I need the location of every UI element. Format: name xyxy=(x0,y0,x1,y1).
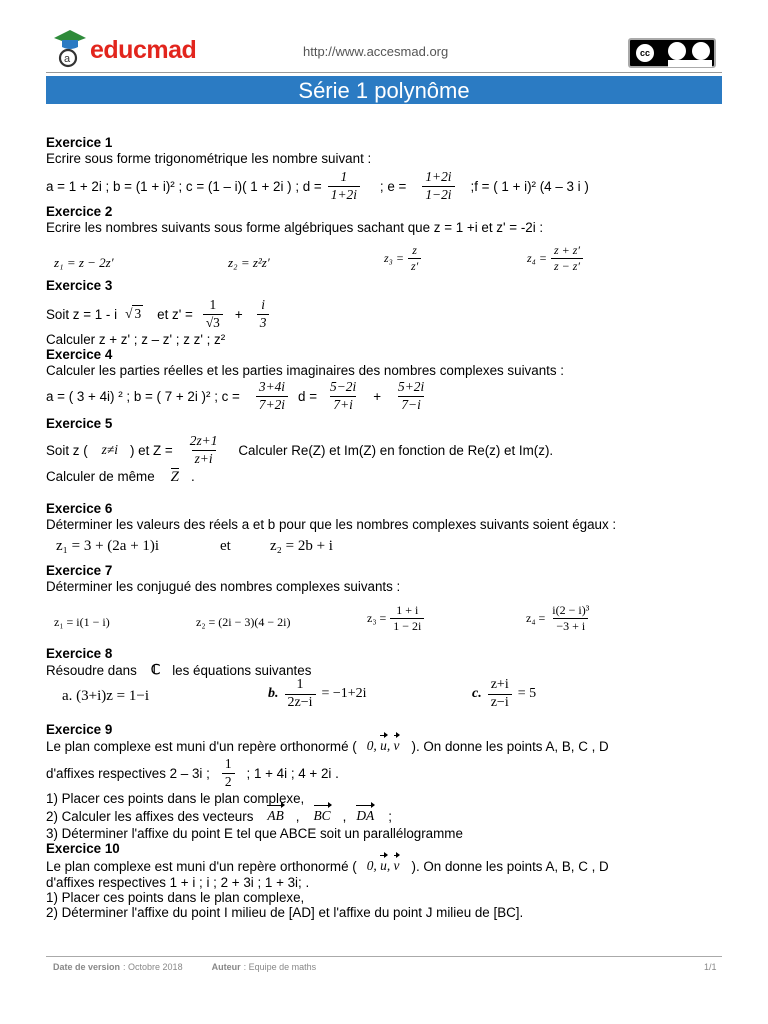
ex1-fraction-d xyxy=(328,170,360,201)
ex8-c-label: c. xyxy=(472,686,482,702)
svg-text:a: a xyxy=(64,53,71,65)
ex8-equation-b xyxy=(268,678,367,710)
ex7-z4-numerator: i(2 − i)³ xyxy=(552,603,590,617)
ex7-z3-fraction xyxy=(390,604,424,632)
ex3-f2-numerator: i xyxy=(261,297,265,313)
ex5-soit: Soit z ( xyxy=(46,442,88,458)
sa-icon xyxy=(692,42,710,60)
ex4-plus: + xyxy=(373,388,382,404)
exercise-1-title: Exercice 1 xyxy=(46,135,113,150)
exercise-10-title: Exercice 10 xyxy=(46,841,120,856)
ex2-z3-denominator: z′ xyxy=(408,258,421,273)
cc-icon: cc xyxy=(634,42,656,64)
exercise-9-line-1 xyxy=(46,738,609,754)
ex1-e-denominator: 1−2i xyxy=(422,186,454,202)
ex5-fraction-Z xyxy=(187,434,221,465)
ex10-repere-text: Le plan complexe est muni d'un repère orthonormé ( xyxy=(46,858,357,874)
exercise-4-statement: Calculer les parties réelles et les parties imaginaires des nombres complexes suivants : xyxy=(46,363,564,378)
ex2-z4-label: z₄ = xyxy=(527,250,547,265)
ex1-fraction-e xyxy=(422,170,454,201)
license-badge xyxy=(628,38,716,68)
footer-date-value: : Octobre 2018 xyxy=(123,962,183,972)
ex2-z2: z₂ = z²z′ xyxy=(228,255,270,270)
ex4-ab: a = ( 3 + 4i) ² ; b = ( 7 + 2i )² ; c = xyxy=(46,388,240,404)
exercise-6-statement: Déterminer les valeurs des réels a et b pour que les nombres complexes suivants soient égaux : xyxy=(46,517,617,532)
vector-AB: AB xyxy=(267,808,284,823)
ex8-b-label: b. xyxy=(268,686,279,702)
ex2-z1: z₁ = z − 2z′ xyxy=(54,255,114,270)
vector-DA: DA xyxy=(356,808,375,823)
ex7-z1: z₁ = i(1 − i) xyxy=(54,615,110,629)
license-by-sa-label xyxy=(668,60,712,67)
ex6-z1: z₁ = 3 + (2a + 1)i xyxy=(56,538,160,554)
ex2-z3-fraction xyxy=(408,244,421,272)
ex6-et: et xyxy=(220,538,231,554)
ex3-plus: + xyxy=(234,306,243,322)
ex9-sep-1: , xyxy=(295,808,300,824)
ex5-Z-numerator: 2z+1 xyxy=(189,433,218,449)
ex8-equation-c xyxy=(472,678,536,710)
ex8-b-fraction xyxy=(285,678,316,710)
ex5-Z-conjugate: Z xyxy=(170,469,179,485)
ex1-d-numerator: 1 xyxy=(340,169,348,185)
ex4-d2-denominator: 7−i xyxy=(398,396,423,412)
ex2-z4-denominator: z − z′ xyxy=(551,258,583,273)
ex9-sep-3: ; xyxy=(388,808,392,824)
ex7-z4 xyxy=(526,604,592,632)
ex9-q2-text: 2) Calculer les affixes des vecteurs xyxy=(46,808,254,824)
ex2-z3 xyxy=(384,244,421,272)
ex4-d1-denominator: 7+i xyxy=(330,396,355,412)
origin-point: 0 xyxy=(366,738,374,753)
ex8-c-denominator: z−i xyxy=(488,694,512,711)
ex2-z4-fraction xyxy=(551,244,583,272)
site-url[interactable]: http://www.accesmad.org xyxy=(303,44,449,59)
ex1-e-numerator: 1+2i xyxy=(425,169,452,185)
ex9-question-2 xyxy=(46,808,392,824)
exercise-8-title: Exercice 8 xyxy=(46,646,113,661)
exercise-3-calc: Calculer z + z' ; z – z' ; z z' ; z² xyxy=(46,332,226,347)
ex5-condition: z≠i xyxy=(101,442,118,457)
exercise-4-title: Exercice 4 xyxy=(46,347,113,362)
footer-page-number: 1/1 xyxy=(704,962,717,972)
footer xyxy=(53,962,316,972)
ex9-sep-2: , xyxy=(342,808,347,824)
footer-author-value: : Equipe de maths xyxy=(243,962,317,972)
ex9-half-denominator: 2 xyxy=(222,773,235,789)
ex5-meme: Calculer de même xyxy=(46,468,155,484)
ex2-z3-numerator: z xyxy=(412,243,417,257)
ex4-c-denominator: 7+2i xyxy=(256,396,288,412)
ex5-Z-label: ) et Z = xyxy=(129,442,173,458)
exercise-9-line-2 xyxy=(46,756,339,790)
ex7-z3-numerator: 1 + i xyxy=(396,603,419,617)
exercise-4-line xyxy=(46,378,427,414)
ex9-question-3: 3) Déterminer l'affixe du point E tel que ABCE soit un parallélogramme xyxy=(46,826,463,841)
ex9-repere: 0, u, v xyxy=(366,738,400,753)
ex7-z4-label: z₄ = xyxy=(526,610,546,625)
ex3-f1-numerator: 1 xyxy=(209,297,217,313)
exercise-3-line xyxy=(46,294,269,334)
ex6-z2: z₂ = 2b + i xyxy=(270,538,333,554)
ex4-d-label: d = xyxy=(298,388,318,404)
ex4-d1-numerator: 5−2i xyxy=(330,379,357,395)
ex3-sqrt: √ 3 xyxy=(125,306,142,321)
unit-vector-v: v xyxy=(393,858,400,873)
ex5-calc: Calculer Re(Z) et Im(Z) en fonction de Re(z) et Im(z). xyxy=(238,442,554,458)
ex7-z2: z₂ = (2i − 3)(4 − 2i) xyxy=(196,615,291,629)
ex2-z4 xyxy=(527,244,583,272)
unit-vector-u: u xyxy=(380,858,387,873)
ex10-question-2: 2) Déterminer l'affixe du point I milieu de [AD] et l'affixe du point J milieu de [BC]. xyxy=(46,905,524,920)
ex3-zprime-label: et z' = xyxy=(157,306,193,322)
ex7-z3 xyxy=(367,604,424,632)
ex3-z-def: Soit z = 1 - i xyxy=(46,306,118,322)
exercise-9-title: Exercice 9 xyxy=(46,722,113,737)
ex9-half-numerator: 1 xyxy=(224,756,232,772)
ex10-question-1: 1) Placer ces points dans le plan complexe, xyxy=(46,890,305,905)
footer-date-label: Date de version xyxy=(53,962,121,972)
ex4-c-numerator: 3+4i xyxy=(258,379,286,395)
footer-rule xyxy=(46,956,722,957)
exercise-2-title: Exercice 2 xyxy=(46,204,113,219)
ex10-affixes: d'affixes respectives 1 + i ; i ; 2 + 3i ; 1 + 3i; . xyxy=(46,875,310,890)
unit-vector-u: u xyxy=(380,738,387,753)
footer-author-label: Auteur xyxy=(211,962,241,972)
ex3-fraction-2 xyxy=(257,298,270,329)
ex1-e-label: ; e = xyxy=(379,178,407,194)
logo-text: educmad xyxy=(90,36,197,64)
exercise-7-statement: Déterminer les conjugué des nombres complexes suivants : xyxy=(46,579,401,594)
logo-icon xyxy=(50,26,90,68)
vector-BC: BC xyxy=(313,808,331,823)
ex8-b-rhs: = −1+2i xyxy=(321,686,367,702)
ex3-fraction-1 xyxy=(203,298,223,329)
ex3-f1-denominator: √3 xyxy=(203,314,223,330)
ex9-question-1: 1) Placer ces points dans le plan complexe, xyxy=(46,791,305,806)
ex8-b-denominator: 2z−i xyxy=(285,694,316,711)
ex5-dot: . xyxy=(191,468,195,484)
ex7-z3-label: z₃ = xyxy=(367,610,387,625)
ex8-c-numerator: z+i xyxy=(490,677,509,692)
exercise-2-statement: Ecrire les nombres suivants sous forme algébriques sachant que z = 1 +i et z' = -2i : xyxy=(46,220,544,235)
header-rule xyxy=(46,72,722,73)
ex4-fraction-d2 xyxy=(395,380,427,411)
ex8-b-numerator: 1 xyxy=(296,677,304,692)
ex3-f2-denominator: 3 xyxy=(257,314,270,330)
title-banner xyxy=(46,76,722,104)
exercise-5-title: Exercice 5 xyxy=(46,416,113,431)
ex7-z4-denominator: −3 + i xyxy=(553,618,588,633)
ex1-f: ;f = ( 1 + i)² (4 – 3 i ) xyxy=(470,178,589,194)
page-title: Série 1 polynôme xyxy=(298,78,470,103)
ex7-z3-denominator: 1 − 2i xyxy=(390,618,424,633)
unit-vector-v: v xyxy=(393,738,400,753)
ex1-values: a = 1 + 2i ; b = (1 + i)² ; c = (1 – i)( 1 + 2i ) ; d = xyxy=(46,178,322,194)
exercise-1-line xyxy=(46,168,589,204)
ex8-equation-a: a. (3+i)z = 1−i xyxy=(62,688,150,704)
ex9-affixes: d'affixes respectives 2 – 3i ; xyxy=(46,765,210,781)
ex2-z4-numerator: z + z′ xyxy=(553,243,581,257)
ex8-c-rhs: = 5 xyxy=(517,686,537,702)
by-icon xyxy=(668,42,686,60)
ex9-affixes-end: ; 1 + 4i ; 4 + 2i . xyxy=(246,765,339,781)
origin-point: 0 xyxy=(366,858,374,873)
ex1-d-denominator: 1+2i xyxy=(328,186,360,202)
logo xyxy=(50,26,200,70)
exercise-10-line-1 xyxy=(46,858,609,874)
ex8-c-fraction xyxy=(488,678,512,710)
ex4-fraction-d1 xyxy=(327,380,359,411)
ex10-points-text: ). On donne les points A, B, C , D xyxy=(411,858,609,874)
ex9-points-text: ). On donne les points A, B, C , D xyxy=(411,738,609,754)
ex4-fraction-c xyxy=(256,380,288,411)
exercise-7-title: Exercice 7 xyxy=(46,563,113,578)
exercise-5-line xyxy=(46,432,553,468)
ex10-repere: 0, u, v xyxy=(366,858,400,873)
ex8-resoudre: Résoudre dans xyxy=(46,662,137,678)
ex9-half xyxy=(222,757,235,788)
exercise-3-title: Exercice 3 xyxy=(46,278,113,293)
ex4-d2-numerator: 5+2i xyxy=(398,379,425,395)
ex3-sqrt-value: 3 xyxy=(134,306,142,321)
ex9-repere-text: Le plan complexe est muni d'un repère orthonormé ( xyxy=(46,738,357,754)
ex7-z4-fraction xyxy=(549,604,592,632)
ex8-complex-set: ℂ xyxy=(150,662,161,677)
ex8-suite: les équations suivantes xyxy=(172,662,312,678)
exercise-1-statement: Ecrire sous forme trigonométrique les nombre suivant : xyxy=(46,151,372,166)
exercise-8-statement xyxy=(46,662,311,678)
exercise-5-line-2 xyxy=(46,468,195,484)
ex2-z3-label: z₃ = xyxy=(384,250,404,265)
exercise-6-title: Exercice 6 xyxy=(46,501,113,516)
ex5-Z-denominator: z+i xyxy=(192,450,216,466)
